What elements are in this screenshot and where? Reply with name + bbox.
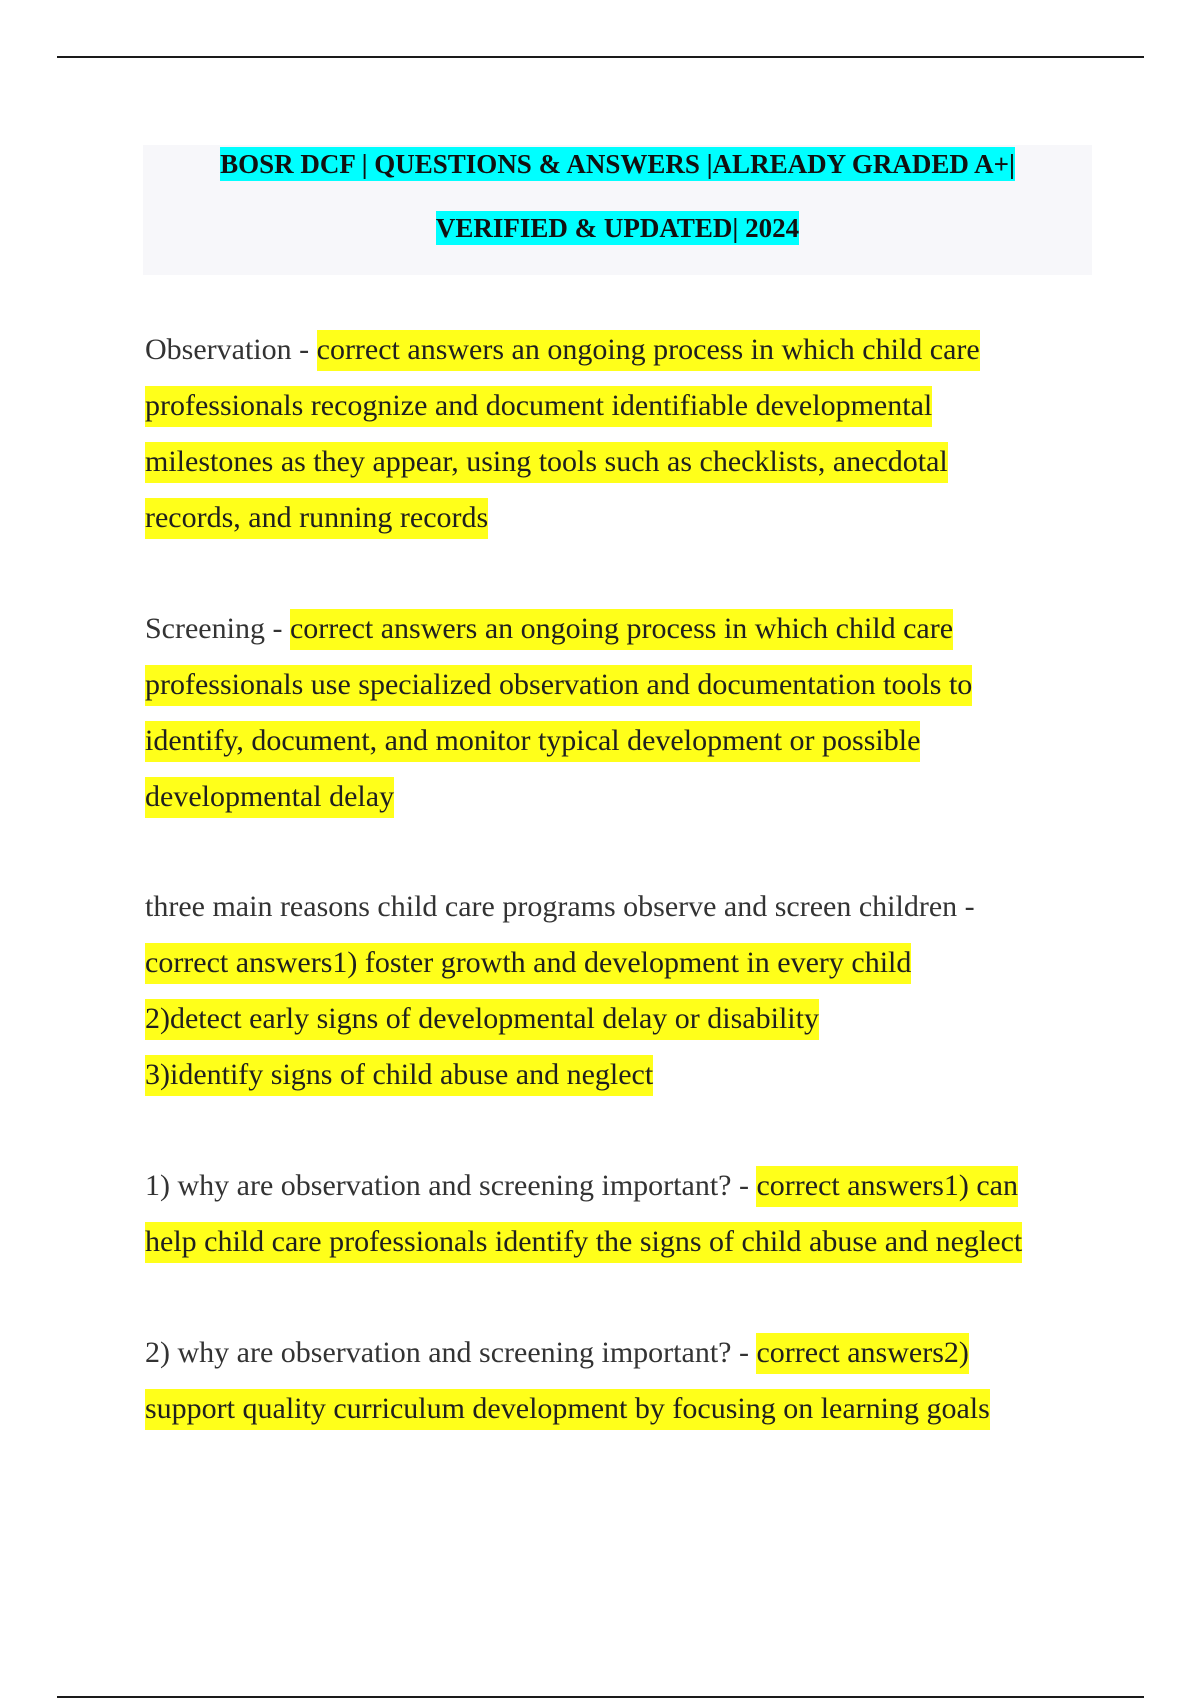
document-title [143, 145, 1092, 275]
top-rule [57, 56, 1144, 58]
question-term: 1) why are observation and screening important? - [145, 1169, 757, 1202]
answer-text: correct answers2) [756, 1333, 968, 1374]
qa-entry-screening [145, 601, 1105, 825]
title-line-1-text: BOSR DCF | QUESTIONS & ANSWERS |ALREADY GRADED A+| [220, 149, 1015, 179]
qa-entry-observation [145, 322, 1105, 546]
answer-text: correct answers an ongoing process in which child care [317, 330, 980, 371]
answer-text: professionals use specialized observation and documentation tools to [145, 665, 972, 706]
title-line-2 [143, 213, 1092, 244]
answer-text: help child care professionals identify the signs of child abuse and neglect [145, 1222, 1022, 1263]
answer-text: professionals recognize and document identifiable developmental [145, 386, 932, 427]
qa-entry-three-reasons [145, 879, 1105, 1103]
answer-text: milestones as they appear, using tools such as checklists, anecdotal [145, 442, 948, 483]
answer-text: 3)identify signs of child abuse and neglect [145, 1055, 653, 1096]
answer-text: correct answers1) foster growth and development in every child [145, 943, 911, 984]
qa-entry-why-important-2 [145, 1325, 1105, 1437]
qa-entry-why-important-1 [145, 1158, 1105, 1270]
bottom-rule [57, 1696, 1144, 1698]
question-term: Observation - [145, 333, 317, 366]
title-line-2-text: VERIFIED & UPDATED| 2024 [435, 213, 800, 243]
question-term: Screening - [145, 612, 290, 645]
question-term: 2) why are observation and screening important? - [145, 1336, 757, 1369]
answer-text: records, and running records [145, 498, 488, 539]
answer-text: developmental delay [145, 777, 394, 818]
question-term: three main reasons child care programs observe and screen children - [145, 890, 975, 923]
answer-text: correct answers an ongoing process in which child care [290, 609, 953, 650]
title-line-1 [143, 149, 1092, 180]
answer-text: identify, document, and monitor typical development or possible [145, 721, 920, 762]
answer-text: correct answers1) can [756, 1166, 1018, 1207]
answer-text: 2)detect early signs of developmental delay or disability [145, 999, 819, 1040]
answer-text: support quality curriculum development by focusing on learning goals [145, 1389, 990, 1430]
